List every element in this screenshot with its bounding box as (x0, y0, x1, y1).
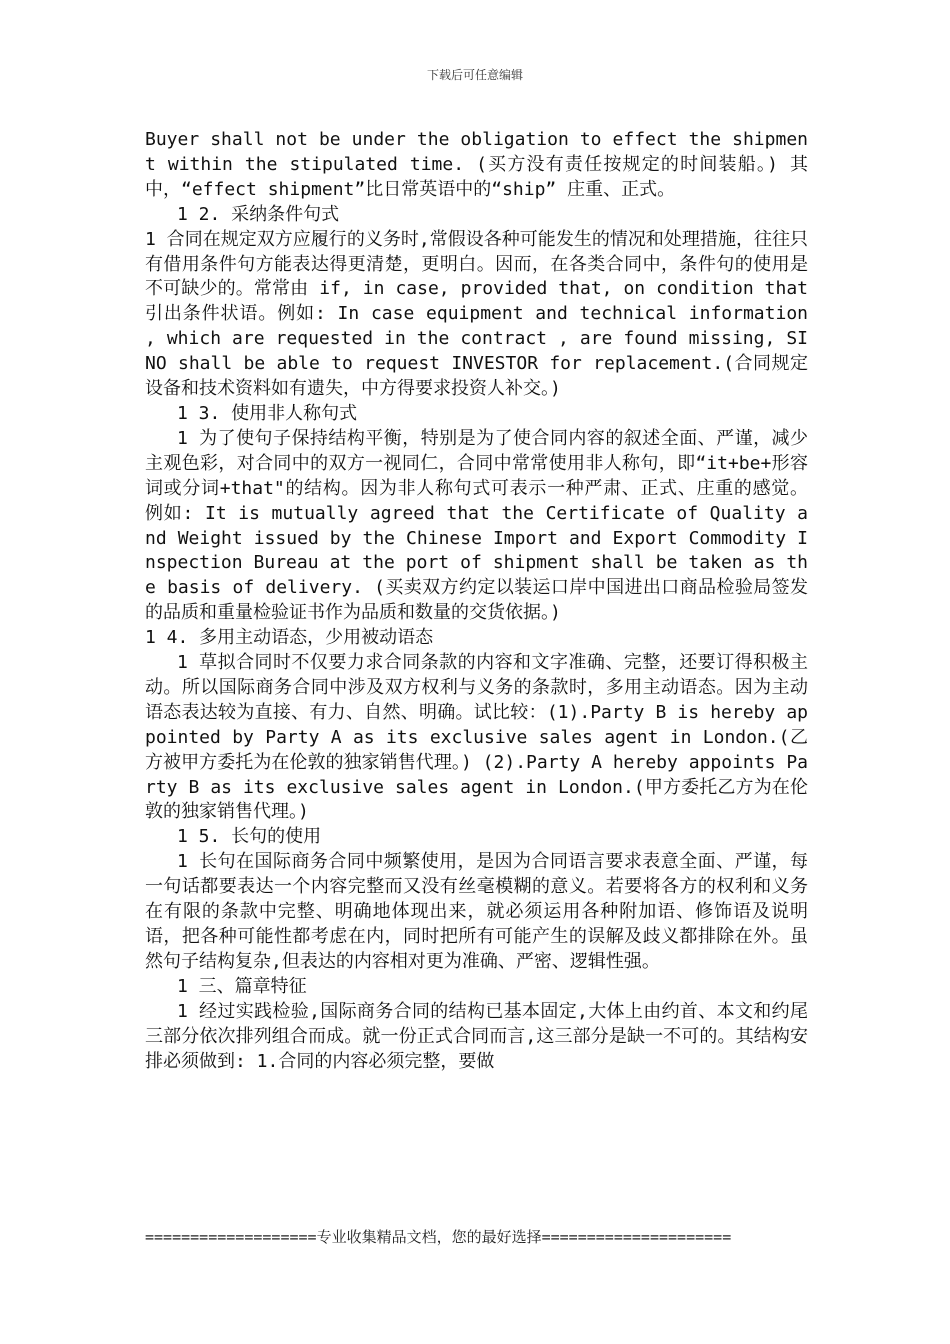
paragraph: 1 经过实践检验,国际商务合同的结构已基本固定,大体上由约首、本文和约尾三部分依次排列组合而成。就一份正式合同而言,这三部分是缺一不可的。其结构安排必须做到: 1.合同的内容必须完整，要做 (145, 1000, 808, 1072)
page-footer: ===================专业收集精品文档，您的最好选择===================== (145, 1228, 732, 1246)
paragraph: 1 草拟合同时不仅要力求合同条款的内容和文字准确、完整，还要订得积极主动。所以国际商务合同中涉及双方权利与义务的条款时，多用主动语态。因为主动语态表达较为直接、有力、自然、明确。试比较：(1).Party B is hereby appointed by Party A as its exclusive sales agent in London.(乙方被甲方委托为在伦敦的独家销售代理。) (2).Party A hereby appoints Party B as its exclusive sales agent in London.(甲方委托乙方为在伦敦的独家销售代理。) (145, 652, 808, 823)
section-heading: 1 3. 使用非人称句式 (177, 402, 358, 424)
document-body (145, 128, 808, 1074)
section-heading: 1 4. 多用主动语态，少用被动语态 (145, 627, 434, 649)
page-header: 下载后可任意编辑 (426, 68, 523, 82)
section-heading: 1 三、篇章特征 (177, 975, 307, 997)
paragraph: 1 为了使句子保持结构平衡，特别是为了使合同内容的叙述全面、严谨，减少主观色彩，对合同中的双方一视同仁，合同中常常使用非人称句，即“it+be+形容词或分词+that"的结构。因为非人称句式可表示一种严肃、正式、庄重的感觉。 例如: It is mutually agreed that the Certificate of Quality and Weight issued by the Chinese Import and Export Commodity Inspection Bureau at the port of shipment shall be taken as the basis of delivery. (买卖双方约定以装运口岸中国进出口商品检验局签发的品质和重量检验证书作为品质和数量的交货依据。) (145, 427, 808, 624)
paragraph: 1 合同在规定双方应履行的义务时,常假设各种可能发生的情况和处理措施，往往只有借用条件句方能表达得更清楚，更明白。因而，在各类合同中，条件句的使用是不可缺少的。常常由 if, in case, provided that, on condition that引出条件状语。例如: In case equipment and technical information , which are requested in the contract , are found missing, SINO shall be able to request INVESTOR for replacement.(合同规定设备和技术资料如有遗失，中方得要求投资人补交。) (145, 228, 808, 400)
paragraph: Buyer shall not be under the obligation to effect the shipment within the stipulated time. (买方没有责任按规定的时间装船。) 其中，“effect shipment”比日常英语中的“ship” 庄重、正式。 (145, 129, 808, 200)
section-heading: 1 2. 采纳条件句式 (177, 203, 340, 225)
section-heading: 1 5. 长句的使用 (177, 826, 322, 848)
paragraph: 1 长句在国际商务合同中频繁使用，是因为合同语言要求表意全面、严谨，每一句话都要表达一个内容完整而又没有丝毫模糊的意义。若要将各方的权利和义务在有限的条款中完整、明确地体现出来，就必须运用各种附加语、修饰语及说明语，把各种可能性都考虑在内，同时把所有可能产生的误解及歧义都排除在外。虽然句子结构复杂,但表达的内容相对更为准确、严密、逻辑性强。 (145, 851, 808, 972)
